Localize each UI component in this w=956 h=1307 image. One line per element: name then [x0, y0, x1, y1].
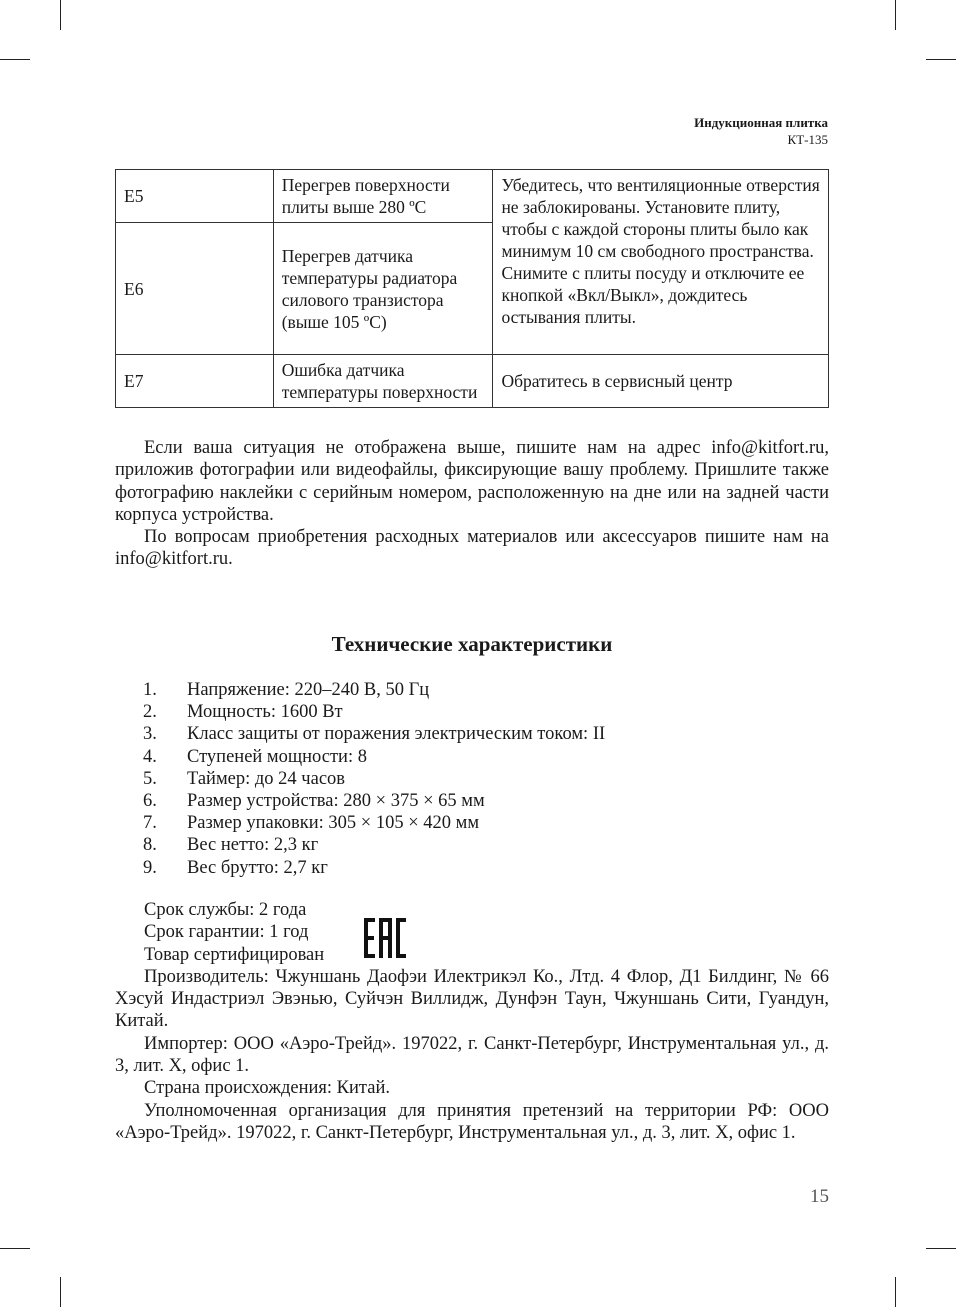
authorized-org: Уполномоченная организация для принятия претензий на территории РФ: ООО «Аэро-Трейд». 197022, г. Санкт-Петербург, Инструментальная ул., д. 3, лит. Х, офис 1. — [115, 1100, 829, 1143]
contact-paragraph: Если ваша ситуация не отображена выше, пишите нам на адрес info@kitfort.ru, приложив фотографии или видеофайлы, фиксирующие вашу проблему. Пришлите также фотографию наклейки с серийным номером, расположенную на дне или на задней части корпуса устройства. — [115, 438, 829, 525]
contact-section — [115, 437, 829, 571]
importer: Импортер: ООО «Аэро-Трейд». 197022, г. Санкт-Петербург, Инструментальная ул., д. 3, лит. Х, офис 1. — [115, 1033, 829, 1077]
list-number: 7. — [143, 813, 157, 834]
running-header — [694, 114, 828, 148]
list-text: Класс защиты от поражения электрическим током: II — [187, 724, 606, 745]
list-item — [115, 834, 605, 856]
list-item — [115, 679, 605, 701]
crop-mark — [895, 0, 896, 30]
list-text: Мощность: 1600 Вт — [187, 702, 343, 723]
error-code: E6 — [116, 223, 274, 355]
error-code: E7 — [116, 355, 274, 408]
list-number: 6. — [143, 791, 157, 812]
section-heading: Технические характеристики — [331, 632, 613, 656]
list-text: Размер устройства: 280 × 375 × 65 мм — [187, 791, 485, 812]
list-item — [115, 723, 605, 745]
warranty: Срок гарантии: 1 год — [144, 922, 309, 943]
crop-mark — [0, 59, 30, 60]
list-item — [115, 857, 605, 879]
list-number: 1. — [143, 680, 157, 700]
specs-list — [115, 679, 605, 879]
list-text: Вес брутто: 2,7 кг — [187, 857, 328, 878]
list-text: Размер упаковки: 305 × 105 × 420 мм — [187, 813, 480, 834]
list-text: Вес нетто: 2,3 кг — [187, 835, 319, 856]
list-number: 9. — [143, 857, 157, 878]
crop-mark — [926, 1248, 956, 1249]
crop-mark — [895, 1277, 896, 1307]
list-item — [115, 768, 605, 790]
crop-mark — [60, 0, 61, 30]
crop-mark — [0, 1248, 30, 1249]
table-row — [116, 170, 829, 223]
list-number: 8. — [143, 835, 157, 856]
list-text: Таймер: до 24 часов — [187, 768, 346, 789]
header-title: Индукционная плитка — [694, 115, 828, 130]
crop-mark — [926, 59, 956, 60]
list-number: 4. — [143, 746, 157, 767]
manufacturer: Производитель: Чжуншань Даофэи Илектрикэл Ко., Лтд. 4 Флор, Д1 Билдинг, № 66 Хэсуй Индастриэл Эвэнью, Суйчэн Виллидж, Дунфэн Таун, Чжуншань Сити, Гуандун, Китай. — [115, 966, 829, 1032]
error-code: E5 — [116, 170, 274, 223]
list-number: 3. — [143, 724, 157, 745]
page-number: 15 — [810, 1186, 829, 1207]
error-cause: Перегрев поверхности плиты выше 280 ºС — [273, 170, 493, 223]
eac-certification-icon — [364, 918, 406, 958]
error-cause: Ошибка датчика температуры поверхности — [273, 355, 493, 408]
error-cause: Перегрев датчика температуры радиатора силового транзистора (выше 105 ºС) — [273, 223, 493, 355]
list-number: 2. — [143, 702, 157, 723]
error-solution: Обратитесь в сервисный центр — [493, 355, 829, 408]
table-row — [116, 355, 829, 408]
list-item — [115, 812, 605, 834]
list-item — [115, 746, 605, 768]
service-life: Срок службы: 2 года — [144, 900, 307, 920]
list-number: 5. — [143, 768, 157, 789]
origin-country: Страна происхождения: Китай. — [144, 1078, 390, 1099]
contact-paragraph: По вопросам приобретения расходных материалов или аксессуаров пишите нам на info@kitfort.ru. — [115, 527, 829, 570]
error-table — [115, 169, 829, 408]
list-text: Напряжение: 220–240 В, 50 Гц — [187, 680, 430, 700]
list-item — [115, 701, 605, 723]
header-model: КТ-135 — [787, 132, 828, 147]
certified: Товар сертифицирован — [144, 944, 325, 965]
product-info — [115, 899, 829, 1144]
list-item — [115, 790, 605, 812]
error-solution: Убедитесь, что вентиляционные отверстия не заблокированы. Установите плиту, чтобы с каждой стороны плиты было как минимум 10 см свободного пространства. Снимите с плиты посуду и отключите ее кнопкой «Вкл/Выкл», дождитесь остывания плиты. — [493, 170, 829, 355]
list-text: Ступеней мощности: 8 — [187, 746, 367, 767]
crop-mark — [60, 1277, 61, 1307]
